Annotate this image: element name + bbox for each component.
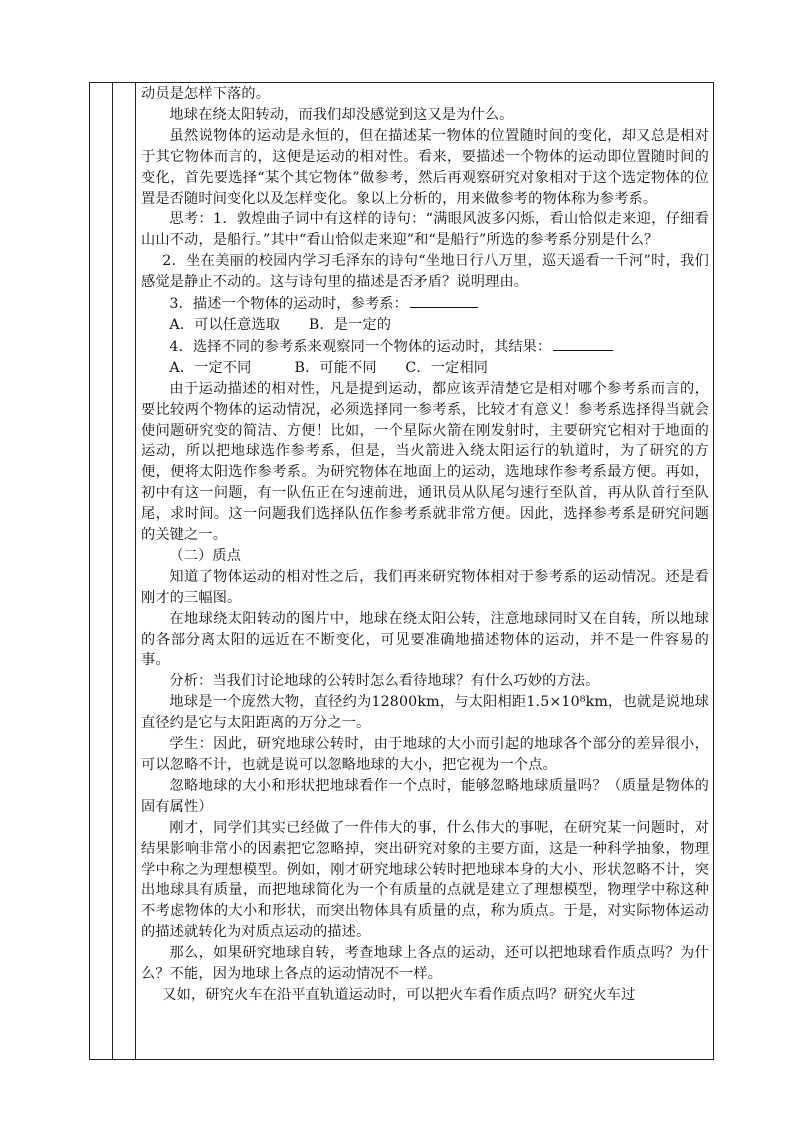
lesson-table [89, 82, 714, 1060]
table-column-1 [89, 82, 113, 1060]
paragraph: 思考：1．敦煌曲子词中有这样的诗句：“满眼风波多闪烁，看山恰似走来迎，仔细看山山不动，是船行。”其中“看山恰似走来迎”和“是船行”所选的参考系分别是什么？ [141, 211, 709, 249]
paragraph: 虽然说物体的运动是永恒的，但在描述某一物体的位置随时间的变化，却又总是相对于其它物体而言的，这便是运动的相对性。看来，要描述一个物体的运动即位置随时间的变化，首先要选择“某个其它物体”做参考，然后再观察研究对象相对于这个选定物体的位置是否随时间变化以及怎样变化。象以上分析的，用来做参考的物体称为参考系。 [141, 127, 709, 207]
paragraph: 忽略地球的大小和形状把地球看作一个点时，能够忽略地球质量吗？（质量是物体的固有属性） [141, 777, 709, 815]
paragraph: 2．坐在美丽的校园内学习毛泽东的诗句“坐地日行八万里，巡天遥看一千河”时，我们感觉是静止不动的。这与诗句里的描述是否矛盾？说明理由。 [141, 253, 709, 291]
paragraph: 又如，研究火车在沿平直轨道运动时，可以把火车看作质点吗？研究火车过 [162, 986, 636, 1003]
answer-blank [410, 293, 478, 308]
paragraph: 在地球绕太阳转动的图片中，地球在绕太阳公转，注意地球同时又在自转，所以地球的各部分离太阳的远近在不断变化，可见要准确地描述物体的运动，并不是一件容易的事。 [141, 610, 709, 669]
answer-blank [553, 336, 613, 351]
paragraph: 分析：当我们讨论地球的公转时怎么看待地球？有什么巧妙的方法。 [169, 673, 600, 690]
question-4-text: 4．选择不同的参考系来观察同一个物体的运动时，其结果： [169, 338, 552, 355]
table-column-2 [113, 82, 136, 1060]
question-3-text: 3．描述一个物体的运动时，参考系： [169, 296, 408, 313]
paragraph: 由于运动描述的相对性，凡是提到运动，都应该弄清楚它是相对哪个参考系而言的，要比较两个物体的运动情况，必须选择同一参考系，比较才有意义！参考系选择得当就会使问题研究变的简洁、方便！比如，一个星际火箭在刚发射时，主要研究它相对于地面的运动，所以把地球选作参考系，但是，当火箭进入绕太阳运行的轨道时，为了研究的方便，便将太阳选作参考系。为研究物体在地面上的运动，选地球作参考系最方便。再如，初中有这一问题，有一队伍正在匀速前进，通讯员从队尾匀速行至队首，再从队首行至队尾，求时间。这一问题我们选择队伍作参考系就非常方便。因此，选择参考系是研究问题的关键之一。 [141, 380, 709, 544]
question-3 [141, 293, 709, 315]
paragraph: 知道了物体运动的相对性之后，我们再来研究物体相对于参考系的运动情况。还是看刚才的三幅图。 [141, 568, 709, 606]
paragraph: 动员是怎样下落的。 [141, 86, 271, 102]
lesson-content [141, 84, 709, 1006]
section-heading: （二）质点 [169, 547, 242, 564]
question-4 [141, 336, 709, 358]
paragraph: 刚才，同学们其实已经做了一件伟大的事，什么伟大的事呢，在研究某一问题时，对结果影响非常小的因素把它忽略掉，突出研究对象的主要方面，这是一种科学抽象，物理学中称之为理想模型。例如，刚才研究地球公转时把地球本身的大小、形状忽略不计，突出地球具有质量，而把地球简化为一个有质量的点就是建立了理想模型，物理学中称这种不考虑物体的大小和形状，而突出物体具有质量的点，称为质点。于是，对实际物体运动的描述就转化为对质点运动的描述。 [141, 819, 709, 941]
paragraph: 学生：因此，研究地球公转时，由于地球的大小而引起的地球各个部分的差异很小，可以忽略不计，也就是说可以忽略地球的大小，把它视为一个点。 [141, 736, 709, 773]
question-3-options: A．可以任意选取 B．是一定的 [169, 316, 392, 333]
paragraph: 地球是一个庞然大物，直径约为12800km，与太阳相距1.5×10⁸km，也就是说地球直径约是它与太阳距离的万分之一。 [141, 694, 709, 732]
paragraph: 地球在绕太阳转动，而我们却没感觉到这又是为什么。 [169, 106, 514, 123]
paragraph: 那么，如果研究地球自转，考查地球上各点的运动，还可以把地球看作质点吗？为什么？不能，因为地球上各点的运动情况不一样。 [141, 945, 709, 983]
question-4-options: A．一定不同 B．可能不同 C．一定相同 [169, 359, 489, 376]
